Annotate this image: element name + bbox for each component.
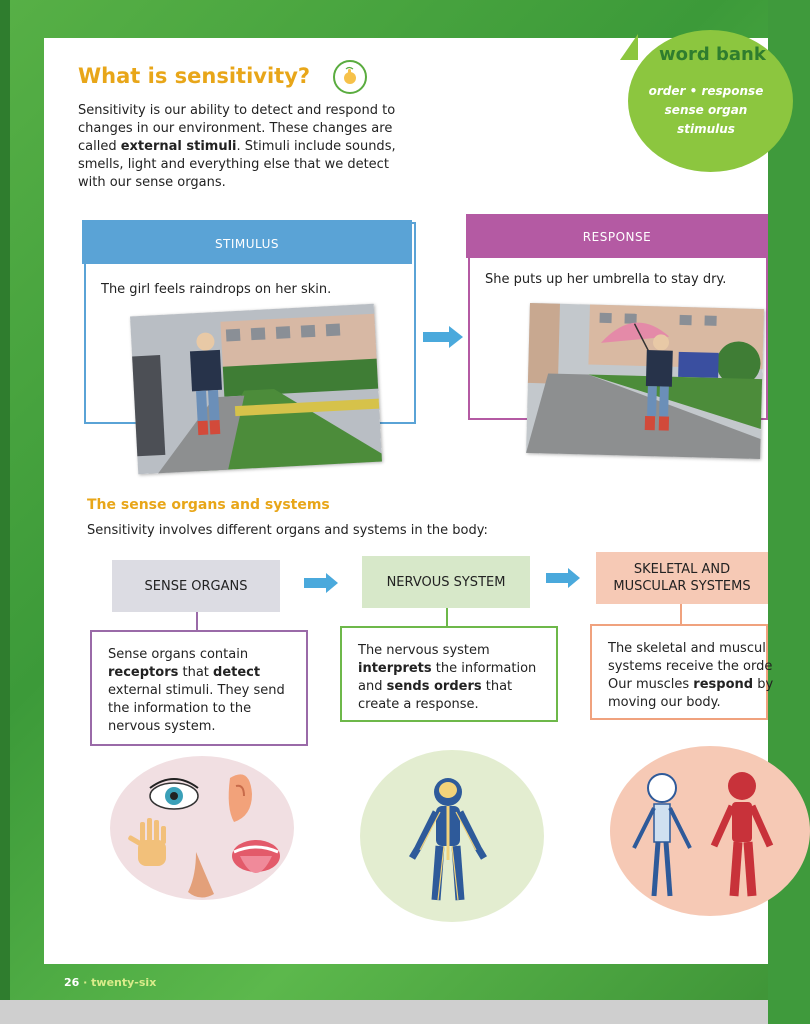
nervous-desc-bold-1: interprets [358,661,432,676]
muscles-icon [714,772,770,896]
hand-icon [127,818,166,866]
sense-organs-illustration [110,756,294,900]
nervous-system-label: NERVOUS SYSTEM [362,556,530,608]
nervous-desc-text: that create a response. [358,679,513,712]
touch-icon [333,60,367,94]
word-bank-title: word bank [659,44,766,65]
arrow-nervous-to-skeletal [546,568,580,592]
intro-bold: external stimuli [120,139,237,154]
sense-desc-bold-1: receptors [108,665,179,680]
arrow-sense-to-nervous [304,573,338,597]
sense-desc-bold-2: detect [213,665,261,680]
section-subtitle: Sensitivity involves different organs and systems in the body: [87,523,488,538]
nervous-desc-bold-2: sends orders [386,679,482,694]
page-number: 26 [64,976,80,989]
nervous-body-icon [412,778,484,900]
skeletal-desc-line-4: moving our body. [608,695,721,710]
skeletal-muscular-label [596,552,768,604]
word-bank-tail [620,34,638,60]
connector-skeletal [680,604,682,626]
girl-with-umbrella-photo [526,303,764,459]
ear-icon [229,774,252,822]
skeletal-muscular-illustration [610,746,810,916]
word-bank-line-2: sense organ [664,103,748,117]
sense-desc-text: Sense organs contain [108,647,249,662]
page-title: What is sensitivity? [78,64,311,88]
sense-organs-label: SENSE ORGANS [112,560,280,612]
skeletal-desc-bold: respond [693,677,754,692]
response-text: She puts up her umbrella to stay dry. [485,272,727,287]
nose-icon [188,852,214,898]
section-title: The sense organs and systems [87,497,330,513]
skeletal-desc-line-1: The skeletal and muscul [608,641,766,656]
word-bank-line-3: stimulus [677,122,735,136]
response-header: RESPONSE [466,214,768,258]
scan-margin [0,1000,768,1024]
book-spine [0,0,10,1024]
connector-nervous [446,608,448,628]
intro-paragraph [78,102,418,192]
nervous-desc-text: the information and [358,661,537,694]
skeletal-desc-line-2: systems receive the orde [608,659,773,674]
tongue-icon [232,840,280,873]
skeletal-muscular-description [590,624,774,720]
skeletal-desc-by: by [753,677,774,692]
intro-text-1: Sensitivity is our ability to detect and respond to changes in our environment. These changes are called [78,103,396,154]
stimulus-response-arrow [423,326,463,352]
intro-text-2: . Stimuli include sounds, smells, light and everything else that we detect with our sense organs. [78,139,396,190]
skeletal-label-line-1: SKELETAL AND [633,562,731,577]
nervous-system-illustration [360,750,544,922]
sense-organs-description [90,630,308,746]
page-number-word: · twenty-six [83,976,157,989]
sense-desc-text: that [178,665,214,680]
eye-icon [150,779,198,809]
skeleton-icon [634,774,690,896]
word-bank-line-1: order • response [648,84,764,98]
connector-sense [196,612,198,632]
page-footer [64,976,156,989]
sense-desc-text: external stimuli. They send the information to the nervous system. [108,683,285,734]
stimulus-header: STIMULUS [82,220,412,264]
girl-in-rain-photo [130,304,382,475]
nervous-desc-text: The nervous system [358,643,490,658]
nervous-system-description [340,626,558,722]
stimulus-text: The girl feels raindrops on her skin. [101,282,332,297]
skeletal-desc-text: Our muscles [608,677,694,692]
word-bank-words [644,82,768,139]
skeletal-label-line-2: MUSCULAR SYSTEMS [613,579,751,594]
